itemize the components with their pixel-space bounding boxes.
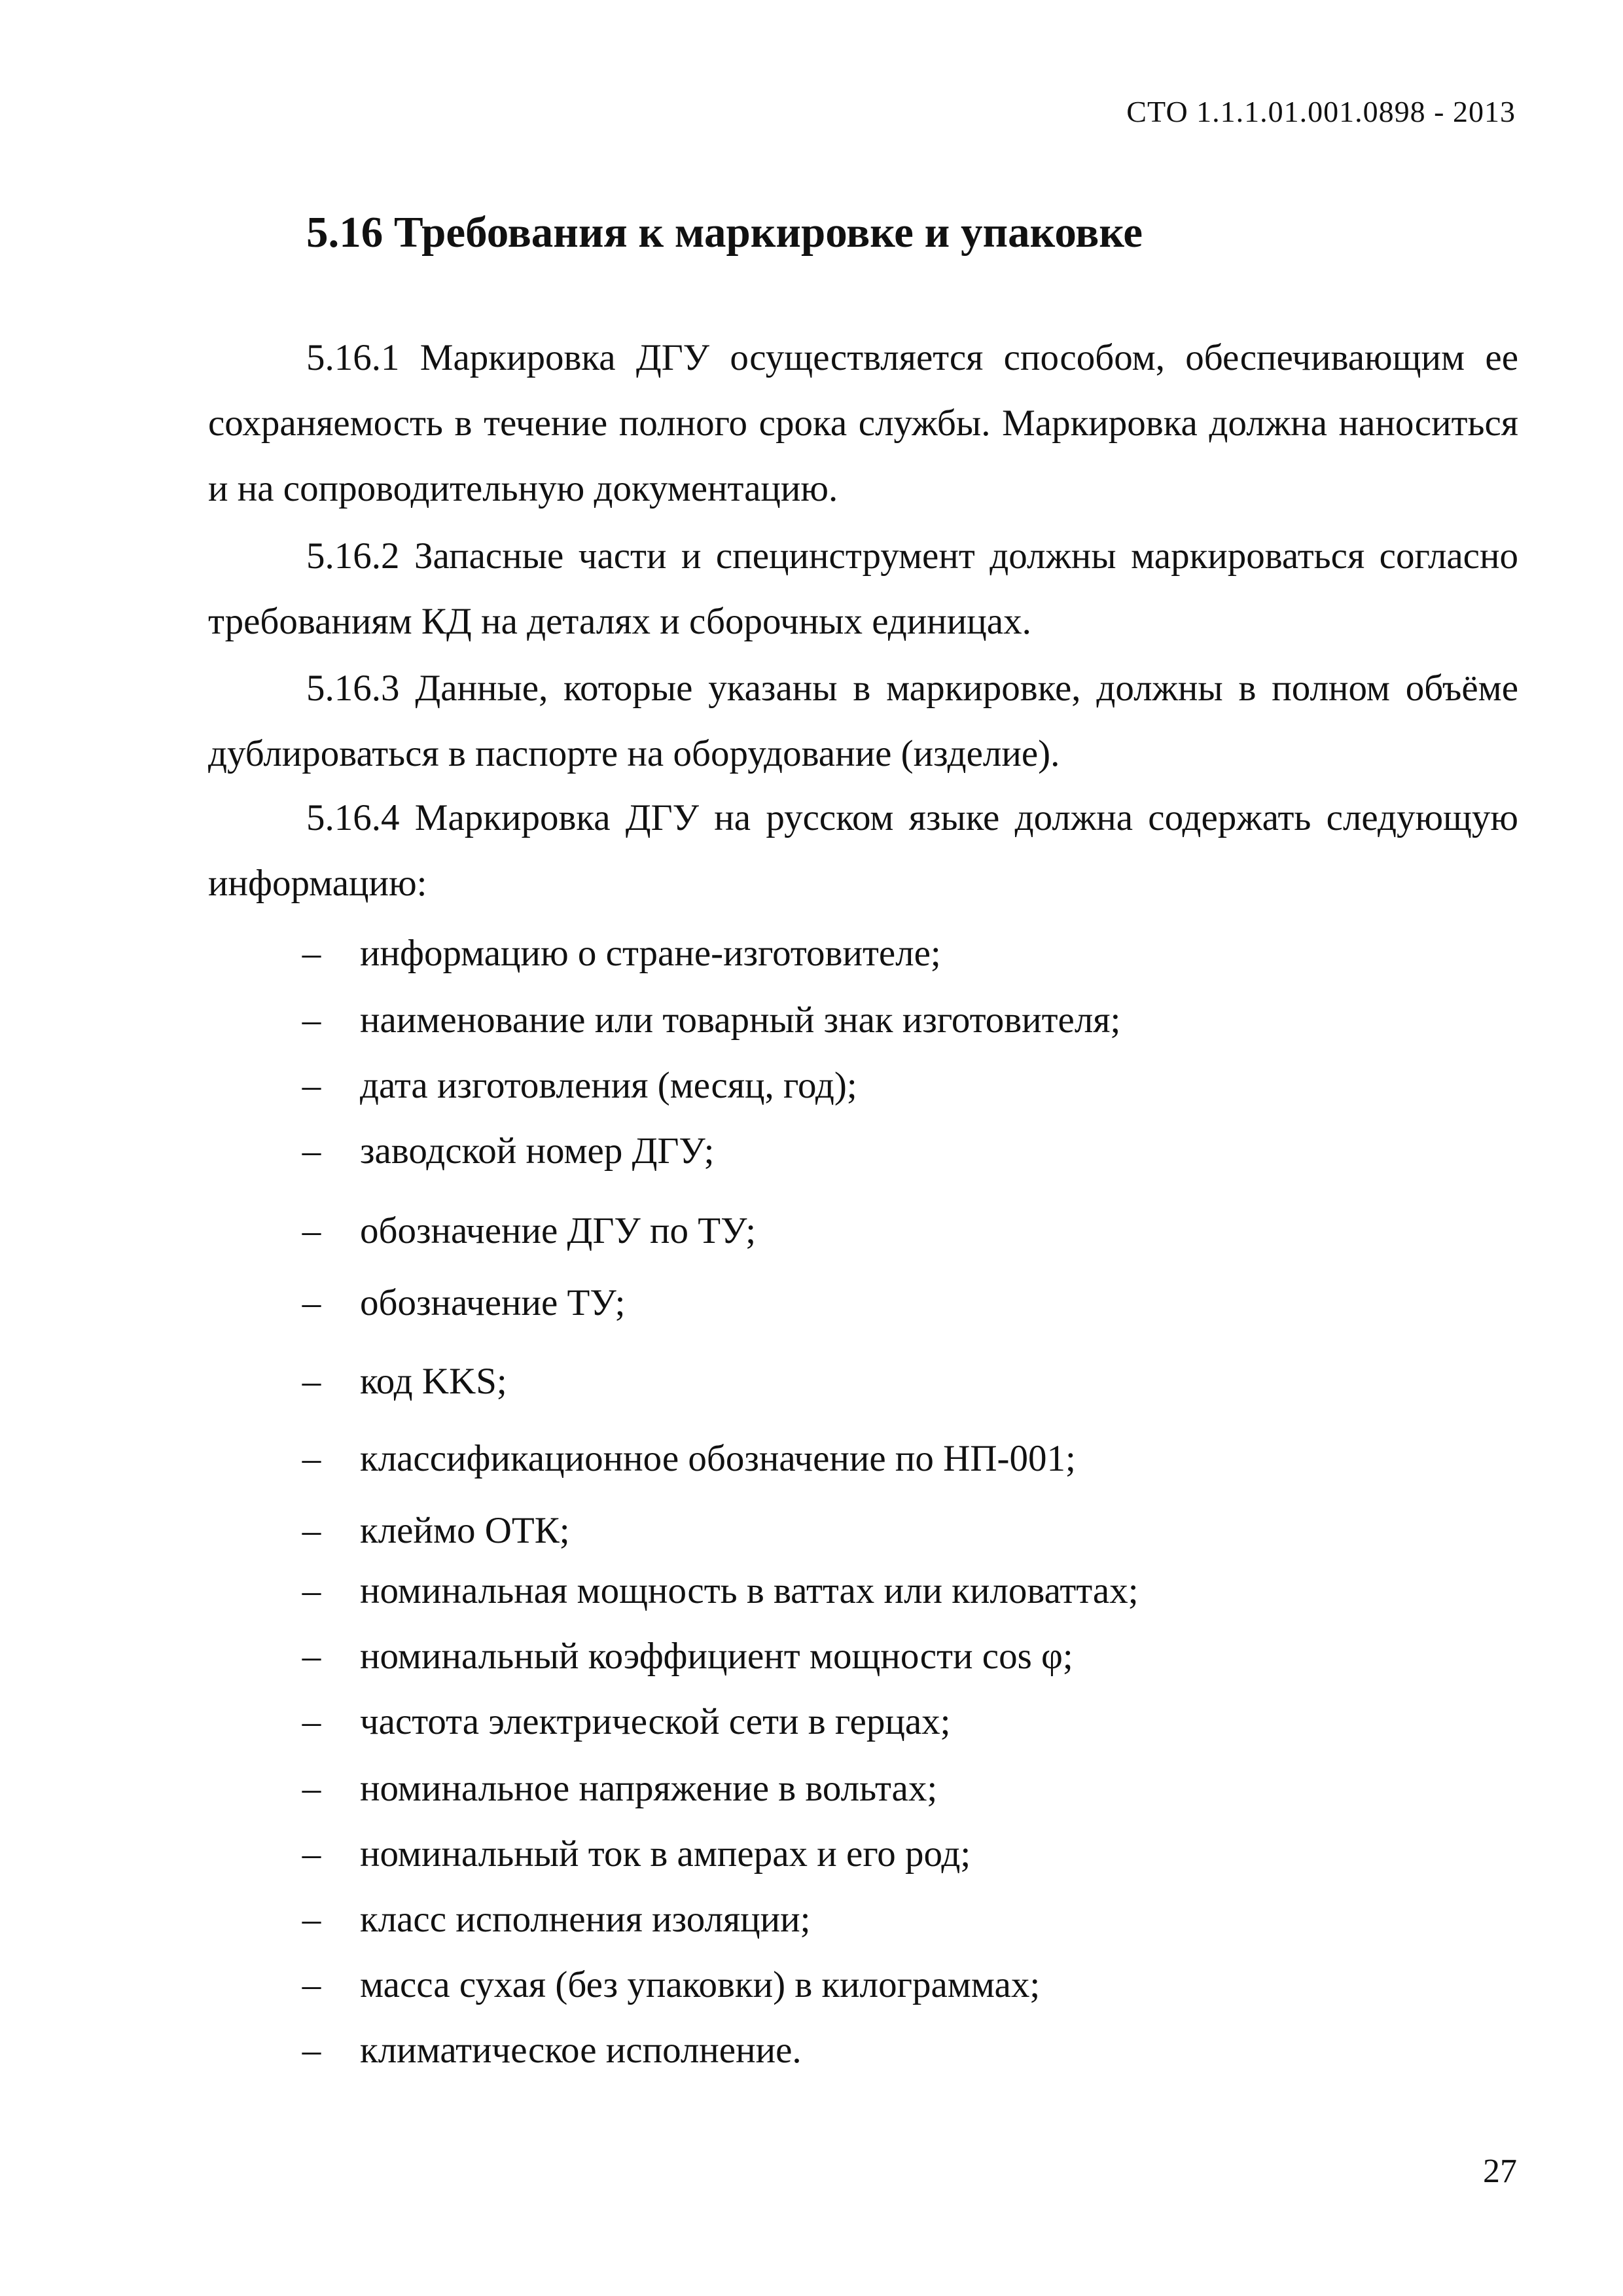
list-item-text: климатическое исполнение. (360, 2030, 802, 2071)
paragraph-5-16-4 (208, 785, 1518, 916)
page-number: 27 (1483, 2153, 1517, 2190)
list-item-text: номинальное напряжение в вольтах; (360, 1768, 938, 1809)
list-item-text: номинальная мощность в ваттах или киловаттах; (360, 1570, 1139, 1611)
dash-bullet: – (302, 1361, 321, 1402)
list-item-text: наименование или товарный знак изготовителя; (360, 999, 1121, 1041)
list-item-text: дата изготовления (месяц, год); (360, 1065, 857, 1106)
list-item-text: номинальный ток в амперах и его род; (360, 1833, 971, 1874)
paragraph-5-16-2 (208, 524, 1518, 655)
paragraph-text: 5.16.2 Запасные части и специнструмент должны маркироваться согласно требованиям КД на деталях и сборочных единицах. (208, 535, 1518, 642)
dash-bullet: – (302, 2030, 321, 2071)
dash-bullet: – (302, 1130, 321, 1172)
list-item-text: клеймо ОТК; (360, 1510, 570, 1551)
dash-bullet: – (302, 1282, 321, 1323)
list-item-text: обозначение ТУ; (360, 1282, 626, 1323)
list-item-text: частота электрической сети в герцах; (360, 1701, 951, 1742)
paragraph-5-16-1 (208, 325, 1518, 522)
dash-bullet: – (302, 1210, 321, 1251)
dash-bullet: – (302, 1065, 321, 1106)
dash-bullet: – (302, 1636, 321, 1677)
list-item-text: классификационное обозначение по НП-001; (360, 1438, 1076, 1479)
paragraph-text: 5.16.4 Маркировка ДГУ на русском языке должна содержать следующую информацию: (208, 797, 1518, 904)
paragraph-text: 5.16.1 Маркировка ДГУ осуществляется способом, обеспечивающим ее сохраняемость в течение полного срока службы. Маркировка должна наноситься и на сопроводительную документацию. (208, 337, 1518, 509)
dash-bullet: – (302, 1964, 321, 2005)
document-code-header: СТО 1.1.1.01.001.0898 - 2013 (1126, 95, 1516, 128)
dash-bullet: – (302, 1510, 321, 1551)
paragraph-5-16-3 (208, 656, 1518, 787)
list-item-text: обозначение ДГУ по ТУ; (360, 1210, 757, 1251)
section-title: 5.16 Требования к маркировке и упаковке (306, 208, 1143, 257)
dash-bullet: – (302, 999, 321, 1041)
dash-bullet: – (302, 1701, 321, 1742)
dash-bullet: – (302, 1570, 321, 1611)
dash-bullet: – (302, 1768, 321, 1809)
dash-bullet: – (302, 1833, 321, 1874)
dash-bullet: – (302, 1438, 321, 1479)
dash-bullet: – (302, 933, 321, 974)
list-item-text: класс исполнения изоляции; (360, 1899, 811, 1940)
dash-bullet: – (302, 1899, 321, 1940)
list-item-text: заводской номер ДГУ; (360, 1130, 715, 1172)
list-item-text: номинальный коэффициент мощности cos φ; (360, 1636, 1073, 1677)
list-item-text: масса сухая (без упаковки) в килограммах; (360, 1964, 1041, 2005)
list-item-text: информацию о стране-изготовителе; (360, 933, 941, 974)
paragraph-text: 5.16.3 Данные, которые указаны в маркировке, должны в полном объёме дублироваться в паспорте на оборудование (изделие). (208, 668, 1518, 774)
list-item-text: код KKS; (360, 1361, 507, 1402)
